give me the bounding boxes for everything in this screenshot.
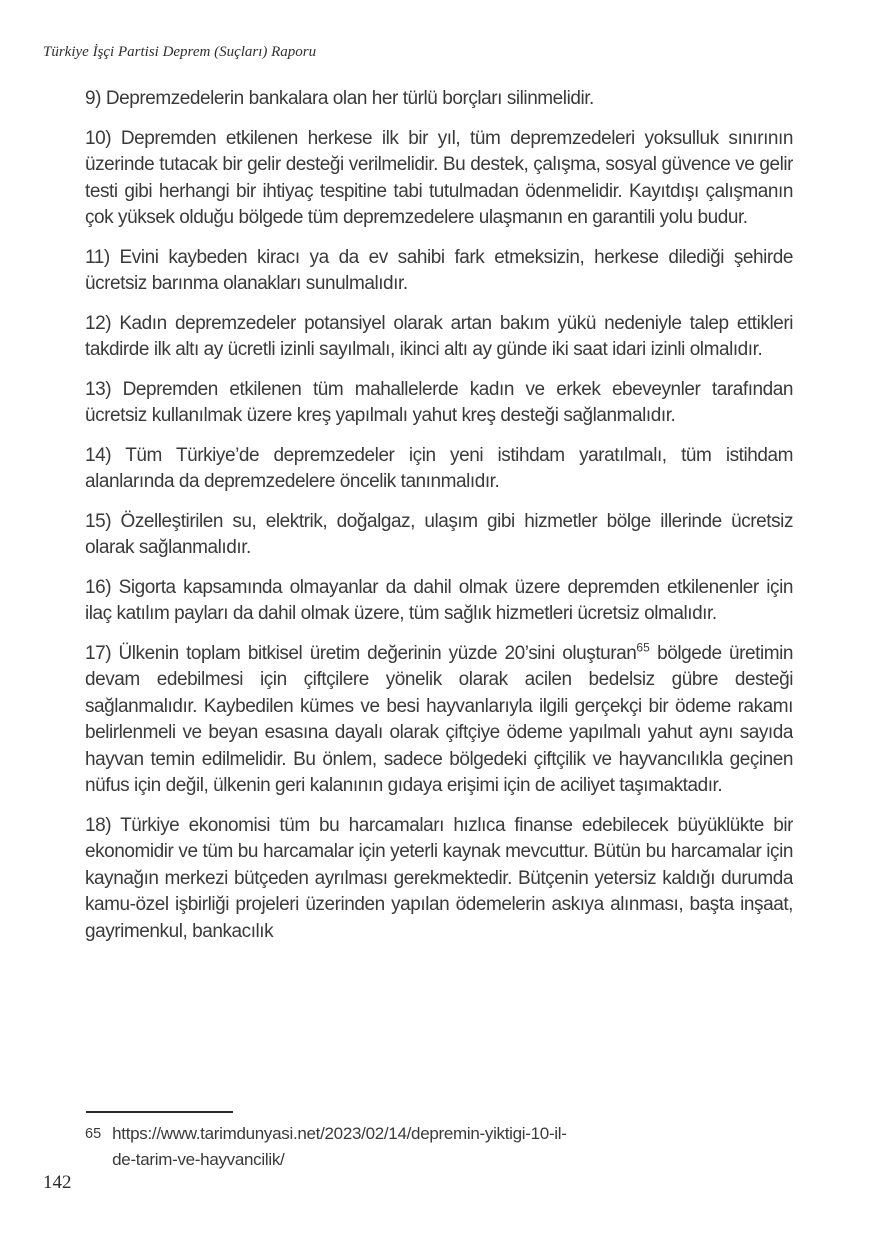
body-paragraph: 12) Kadın depremzedeler potansiyel olarak artan bakım yükü nedeniyle talep ettikleri takdirde ilk altı ay ücretli izinli sayılmalı, ikinci altı ay günde iki saat idari izinli olmalıdır.: [85, 312, 793, 360]
body-paragraph: 18) Türkiye ekonomisi tüm bu harcamaları hızlıca finanse edebilecek büyüklükte bir ekonomidir ve tüm bu harcamalar için yeterli kaynak mevcuttur. Bütün bu harcamalar için kaynağın merkezi bütçeden ayrılması gerekmektedir. Bütçenin yetersiz kaldığı durumda kamu-özel işbirliği projeleri üzerinden yapılan ödemelerin askıya alınması, başta inşaat, gayrimenkul, bankacılık: [85, 814, 793, 942]
footnote-reference: 65: [636, 640, 650, 655]
footnote-url-line: https://www.tarimdunyasi.net/2023/02/14/depremin-yiktigi-10-il-: [112, 1124, 567, 1143]
body-paragraph: 9) Depremzedelerin bankalara olan her türlü borçları silinmelidir.: [85, 88, 594, 109]
body-text: [85, 86, 793, 958]
body-paragraph: 10) Depremden etkilenen herkese ilk bir yıl, tüm depremzedeleri yoksulluk sınırının üzerinde tutacak bir gelir desteği verilmelidir. Bu destek, çalışma, sosyal güvence ve gelir testi gibi herhangi bir ihtiyaç tespitine tabi tutulmadan ödenmelidir. Kayıtdışı çalışmanın çok yüksek olduğu bölgede tüm depremzedelere ulaşmanın en garantili yolu budur.: [85, 127, 793, 228]
footnote: [85, 1121, 793, 1172]
running-header: Türkiye İşçi Partisi Deprem (Suçları) Raporu: [43, 44, 317, 60]
footnote-rule: [86, 1111, 233, 1113]
body-paragraph: 13) Depremden etkilenen tüm mahallelerde kadın ve erkek ebeveynler tarafından ücretsiz kullanılmak üzere kreş yapılmalı yahut kreş desteği sağlanmalıdır.: [85, 378, 793, 426]
footnote-url-line: de-tarim-ve-hayvancilik/: [112, 1149, 285, 1169]
page-number: 142: [43, 1172, 72, 1193]
body-paragraph: 11) Evini kaybeden kiracı ya da ev sahibi fark etmeksizin, herkese dilediği şehirde ücretsiz barınma olanakları sunulmalıdır.: [85, 246, 793, 294]
body-paragraph: 15) Özelleştirilen su, elektrik, doğalgaz, ulaşım gibi hizmetler bölge illerinde ücretsiz olarak sağlanmalıdır.: [85, 510, 793, 558]
body-paragraph: 14) Tüm Türkiye’de depremzedeler için yeni istihdam yaratılmalı, tüm istihdam alanlarında da depremzedelere öncelik tanınmalıdır.: [85, 444, 793, 492]
body-paragraph: 16) Sigorta kapsamında olmayanlar da dahil olmak üzere depremden etkilenenler için ilaç katılım payları da dahil olmak üzere, tüm sağlık hizmetleri ücretsiz olmalıdır.: [85, 576, 793, 624]
footnote-url: [112, 1121, 567, 1172]
body-paragraph: 17) Ülkenin toplam bitkisel üretim değerinin yüzde 20’sini oluşturan$^{65}$ bölgede üretimin devam edebilmesi için çiftçilere yönelik olarak acilen bedelsiz gübre desteği sağlanmalıdır. Kaybedilen kümes ve besi hayvanlarıyla ilgili gerçekçi bir ödeme rakamı belirlenmeli ve beyan esasına dayalı olarak çiftçiye ödeme yapılmalı yahut aynı sayıda hayvan temin edilmelidir. Bu önlem, sadece bölgedeki çiftçilik ve hayvancılıkla geçinen nüfus için değil, ülkenin geri kalanının gıdaya erişimi için de aciliyet taşımaktadır.: [85, 640, 793, 796]
footnote-marker: 65: [85, 1126, 102, 1142]
